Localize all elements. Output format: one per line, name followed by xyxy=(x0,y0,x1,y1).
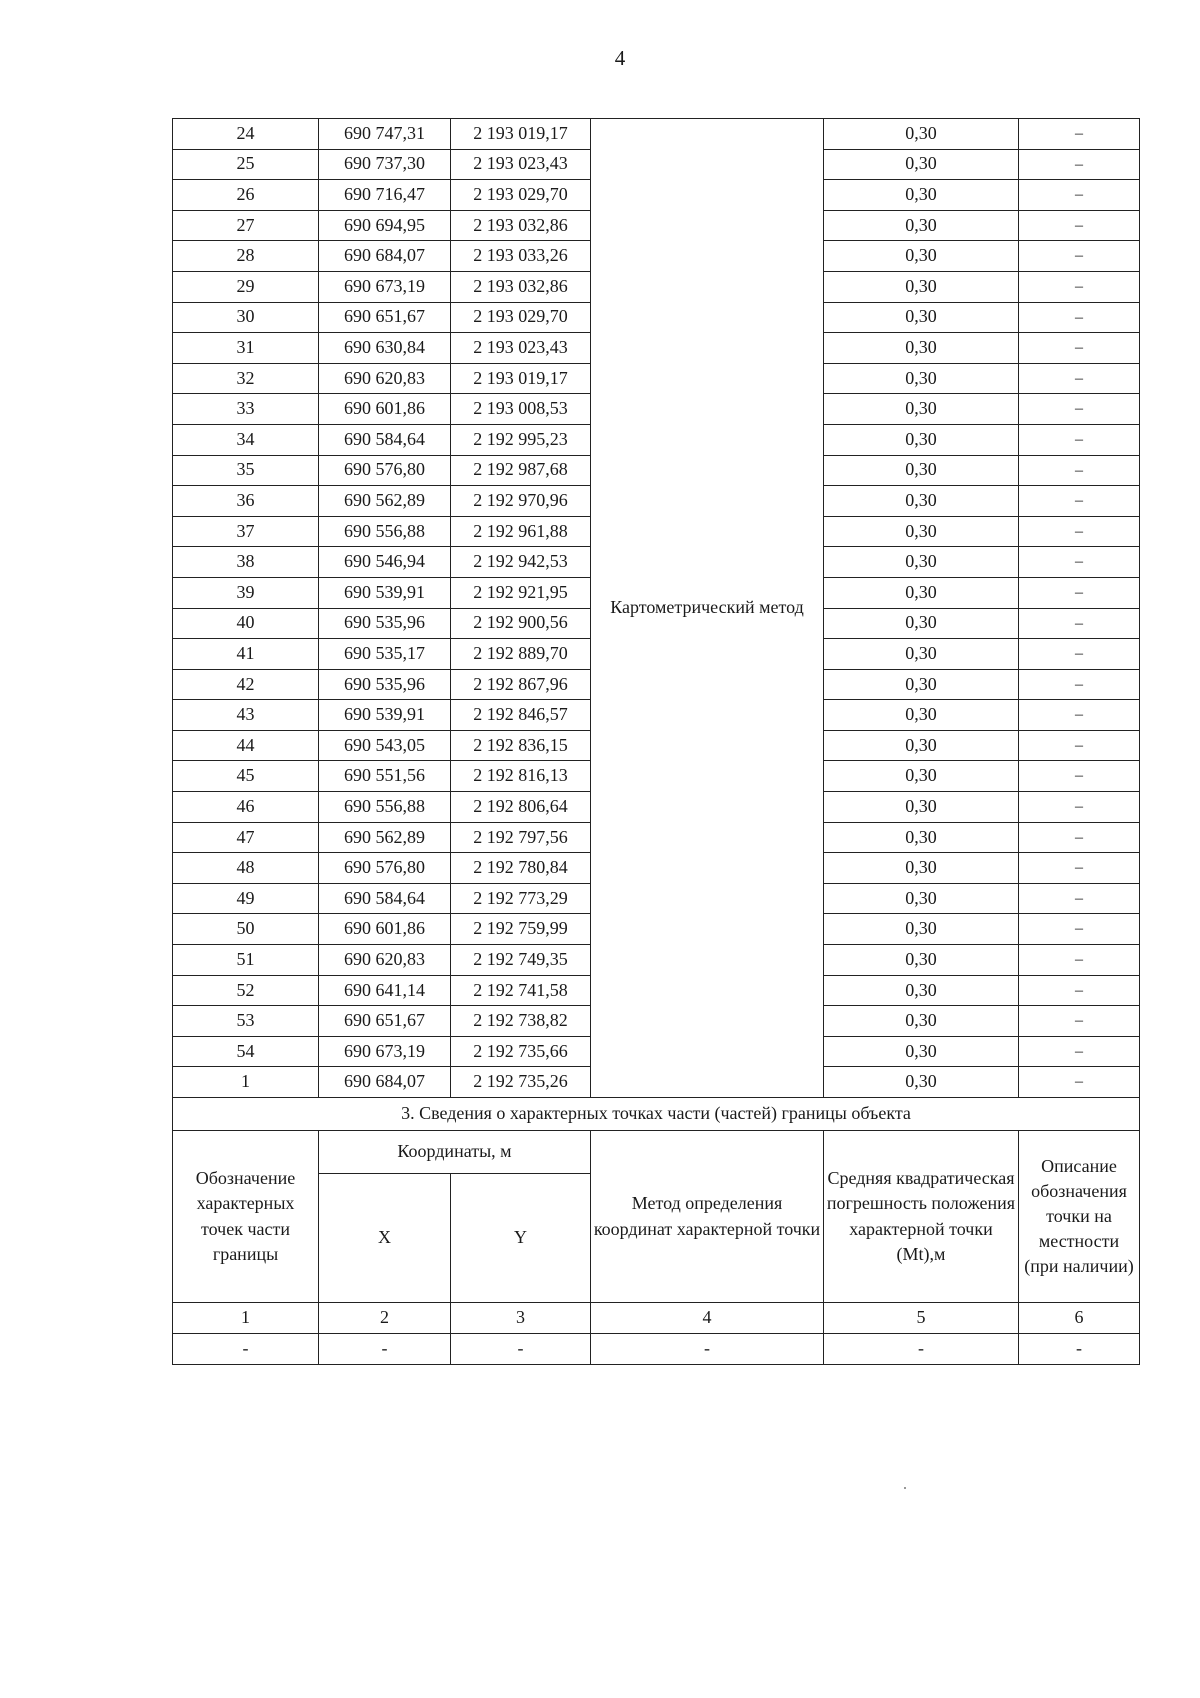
coord-x: 690 556,88 xyxy=(319,792,451,823)
point-number: 45 xyxy=(173,761,319,792)
description-value: – xyxy=(1019,119,1140,150)
coord-x: 690 641,14 xyxy=(319,975,451,1006)
description-value: – xyxy=(1019,883,1140,914)
point-number: 40 xyxy=(173,608,319,639)
point-number: 41 xyxy=(173,639,319,670)
mt-value: 0,30 xyxy=(824,302,1019,333)
coord-y: 2 192 806,64 xyxy=(451,792,591,823)
point-number: 39 xyxy=(173,577,319,608)
coord-x: 690 535,17 xyxy=(319,639,451,670)
mt-value: 0,30 xyxy=(824,883,1019,914)
description-value: – xyxy=(1019,1036,1140,1067)
point-number: 53 xyxy=(173,1006,319,1037)
coord-y: 2 192 995,23 xyxy=(451,424,591,455)
point-number: 37 xyxy=(173,516,319,547)
coord-x: 690 584,64 xyxy=(319,424,451,455)
coord-x: 690 737,30 xyxy=(319,149,451,180)
point-number: 29 xyxy=(173,271,319,302)
mt-value: 0,30 xyxy=(824,853,1019,884)
coord-y: 2 192 738,82 xyxy=(451,1006,591,1037)
description-value: – xyxy=(1019,730,1140,761)
mt-value: 0,30 xyxy=(824,792,1019,823)
coord-x: 690 546,94 xyxy=(319,547,451,578)
column-number: 6 xyxy=(1019,1303,1140,1334)
coord-x: 690 651,67 xyxy=(319,302,451,333)
point-number: 27 xyxy=(173,210,319,241)
coord-x: 690 620,83 xyxy=(319,363,451,394)
mt-value: 0,30 xyxy=(824,271,1019,302)
coord-y: 2 192 970,96 xyxy=(451,486,591,517)
column-number: 3 xyxy=(451,1303,591,1334)
header-coordinates: Координаты, м xyxy=(319,1131,591,1174)
mt-value: 0,30 xyxy=(824,394,1019,425)
mt-value: 0,30 xyxy=(824,516,1019,547)
description-value: – xyxy=(1019,516,1140,547)
mt-value: 0,30 xyxy=(824,1036,1019,1067)
coord-x: 690 716,47 xyxy=(319,180,451,211)
point-number: 34 xyxy=(173,424,319,455)
coord-x: 690 562,89 xyxy=(319,486,451,517)
coord-y: 2 193 032,86 xyxy=(451,210,591,241)
description-value: – xyxy=(1019,639,1140,670)
coord-y: 2 193 019,17 xyxy=(451,119,591,150)
point-number: 26 xyxy=(173,180,319,211)
mt-value: 0,30 xyxy=(824,424,1019,455)
mt-value: 0,30 xyxy=(824,1006,1019,1037)
mt-value: 0,30 xyxy=(824,547,1019,578)
mt-value: 0,30 xyxy=(824,210,1019,241)
point-number: 51 xyxy=(173,945,319,976)
coord-y: 2 193 019,17 xyxy=(451,363,591,394)
description-value: – xyxy=(1019,241,1140,272)
description-value: – xyxy=(1019,577,1140,608)
coord-x: 690 601,86 xyxy=(319,914,451,945)
section-title: 3. Сведения о характерных точках части (частей) границы объекта xyxy=(173,1098,1140,1131)
coord-y: 2 193 032,86 xyxy=(451,271,591,302)
coord-x: 690 684,07 xyxy=(319,241,451,272)
point-number: 44 xyxy=(173,730,319,761)
coord-y: 2 192 836,15 xyxy=(451,730,591,761)
mt-value: 0,30 xyxy=(824,455,1019,486)
description-value: – xyxy=(1019,547,1140,578)
description-value: – xyxy=(1019,975,1140,1006)
mt-value: 0,30 xyxy=(824,914,1019,945)
coord-x: 690 747,31 xyxy=(319,119,451,150)
description-value: – xyxy=(1019,1006,1140,1037)
coord-y: 2 192 942,53 xyxy=(451,547,591,578)
point-number: 52 xyxy=(173,975,319,1006)
coord-x: 690 684,07 xyxy=(319,1067,451,1098)
description-value: – xyxy=(1019,455,1140,486)
description-value: – xyxy=(1019,608,1140,639)
coordinates-rows xyxy=(173,119,1140,1098)
coord-y: 2 192 816,13 xyxy=(451,761,591,792)
header-method: Метод определения координат характерной точки xyxy=(591,1131,824,1303)
description-value: – xyxy=(1019,149,1140,180)
mt-value: 0,30 xyxy=(824,761,1019,792)
header-point-designation: Обозначение характерных точек части границы xyxy=(173,1131,319,1303)
mt-value: 0,30 xyxy=(824,1067,1019,1098)
mt-value: 0,30 xyxy=(824,119,1019,150)
coord-y: 2 192 889,70 xyxy=(451,639,591,670)
mt-value: 0,30 xyxy=(824,333,1019,364)
coord-x: 690 539,91 xyxy=(319,577,451,608)
point-number: 49 xyxy=(173,883,319,914)
empty-data-row xyxy=(173,1334,1140,1365)
description-value: – xyxy=(1019,180,1140,211)
column-number: 1 xyxy=(173,1303,319,1334)
mt-value: 0,30 xyxy=(824,730,1019,761)
mt-value: 0,30 xyxy=(824,486,1019,517)
mt-value: 0,30 xyxy=(824,700,1019,731)
empty-cell: - xyxy=(451,1334,591,1365)
empty-cell: - xyxy=(591,1334,824,1365)
point-number: 31 xyxy=(173,333,319,364)
column-numbers-row xyxy=(173,1303,1140,1334)
coord-y: 2 192 780,84 xyxy=(451,853,591,884)
coord-y: 2 192 749,35 xyxy=(451,945,591,976)
description-value: – xyxy=(1019,210,1140,241)
empty-cell: - xyxy=(824,1334,1019,1365)
coord-x: 690 601,86 xyxy=(319,394,451,425)
description-value: – xyxy=(1019,271,1140,302)
description-value: – xyxy=(1019,424,1140,455)
point-number: 28 xyxy=(173,241,319,272)
point-number: 42 xyxy=(173,669,319,700)
coord-x: 690 539,91 xyxy=(319,700,451,731)
coord-x: 690 630,84 xyxy=(319,333,451,364)
mt-value: 0,30 xyxy=(824,577,1019,608)
coord-x: 690 551,56 xyxy=(319,761,451,792)
point-number: 35 xyxy=(173,455,319,486)
section-3 xyxy=(173,1098,1140,1365)
scan-speck xyxy=(904,1487,906,1489)
point-number: 32 xyxy=(173,363,319,394)
description-value: – xyxy=(1019,853,1140,884)
coord-y: 2 192 867,96 xyxy=(451,669,591,700)
empty-cell: - xyxy=(173,1334,319,1365)
point-number: 1 xyxy=(173,1067,319,1098)
coord-x: 690 673,19 xyxy=(319,1036,451,1067)
coord-y: 2 192 735,26 xyxy=(451,1067,591,1098)
empty-cell: - xyxy=(1019,1334,1140,1365)
description-value: – xyxy=(1019,822,1140,853)
description-value: – xyxy=(1019,792,1140,823)
coord-y: 2 192 961,88 xyxy=(451,516,591,547)
description-value: – xyxy=(1019,700,1140,731)
point-number: 24 xyxy=(173,119,319,150)
coord-y: 2 192 900,56 xyxy=(451,608,591,639)
point-number: 38 xyxy=(173,547,319,578)
description-value: – xyxy=(1019,761,1140,792)
coord-x: 690 543,05 xyxy=(319,730,451,761)
point-number: 48 xyxy=(173,853,319,884)
coord-y: 2 192 797,56 xyxy=(451,822,591,853)
header-description: Описание обозначения точки на местности (при наличии) xyxy=(1019,1131,1140,1303)
table-row xyxy=(173,119,1140,150)
point-number: 50 xyxy=(173,914,319,945)
coord-y: 2 193 023,43 xyxy=(451,333,591,364)
page-number: 4 xyxy=(614,46,626,70)
header-x: X xyxy=(319,1174,451,1303)
header-mt: Средняя квадратическая погрешность положения характерной точки (Mt),м xyxy=(824,1131,1019,1303)
point-number: 54 xyxy=(173,1036,319,1067)
mt-value: 0,30 xyxy=(824,639,1019,670)
header-y: Y xyxy=(451,1174,591,1303)
mt-value: 0,30 xyxy=(824,669,1019,700)
description-value: – xyxy=(1019,945,1140,976)
description-value: – xyxy=(1019,669,1140,700)
coord-x: 690 620,83 xyxy=(319,945,451,976)
coord-y: 2 193 033,26 xyxy=(451,241,591,272)
coord-x: 690 535,96 xyxy=(319,608,451,639)
mt-value: 0,30 xyxy=(824,822,1019,853)
point-number: 36 xyxy=(173,486,319,517)
coord-y: 2 192 846,57 xyxy=(451,700,591,731)
point-number: 25 xyxy=(173,149,319,180)
coord-y: 2 192 735,66 xyxy=(451,1036,591,1067)
point-number: 43 xyxy=(173,700,319,731)
description-value: – xyxy=(1019,486,1140,517)
empty-cell: - xyxy=(319,1334,451,1365)
coord-x: 690 562,89 xyxy=(319,822,451,853)
coord-x: 690 535,96 xyxy=(319,669,451,700)
mt-value: 0,30 xyxy=(824,363,1019,394)
description-value: – xyxy=(1019,394,1140,425)
point-number: 33 xyxy=(173,394,319,425)
coord-x: 690 651,67 xyxy=(319,1006,451,1037)
column-number: 2 xyxy=(319,1303,451,1334)
coord-x: 690 584,64 xyxy=(319,883,451,914)
coord-y: 2 193 029,70 xyxy=(451,302,591,333)
description-value: – xyxy=(1019,302,1140,333)
description-value: – xyxy=(1019,363,1140,394)
description-value: – xyxy=(1019,1067,1140,1098)
point-number: 46 xyxy=(173,792,319,823)
description-value: – xyxy=(1019,914,1140,945)
column-number: 5 xyxy=(824,1303,1019,1334)
column-number: 4 xyxy=(591,1303,824,1334)
mt-value: 0,30 xyxy=(824,241,1019,272)
description-value: – xyxy=(1019,333,1140,364)
coord-y: 2 192 773,29 xyxy=(451,883,591,914)
coord-x: 690 694,95 xyxy=(319,210,451,241)
mt-value: 0,30 xyxy=(824,149,1019,180)
coord-x: 690 556,88 xyxy=(319,516,451,547)
coord-y: 2 193 023,43 xyxy=(451,149,591,180)
point-number: 47 xyxy=(173,822,319,853)
coordinates-table xyxy=(172,118,1140,1365)
coord-y: 2 193 029,70 xyxy=(451,180,591,211)
coord-y: 2 193 008,53 xyxy=(451,394,591,425)
point-number: 30 xyxy=(173,302,319,333)
mt-value: 0,30 xyxy=(824,975,1019,1006)
coord-y: 2 192 741,58 xyxy=(451,975,591,1006)
coord-x: 690 576,80 xyxy=(319,455,451,486)
coord-x: 690 673,19 xyxy=(319,271,451,302)
mt-value: 0,30 xyxy=(824,945,1019,976)
mt-value: 0,30 xyxy=(824,608,1019,639)
coord-y: 2 192 987,68 xyxy=(451,455,591,486)
coord-x: 690 576,80 xyxy=(319,853,451,884)
coord-y: 2 192 921,95 xyxy=(451,577,591,608)
mt-value: 0,30 xyxy=(824,180,1019,211)
coord-y: 2 192 759,99 xyxy=(451,914,591,945)
method-cell: Картометрический метод xyxy=(591,119,824,1098)
